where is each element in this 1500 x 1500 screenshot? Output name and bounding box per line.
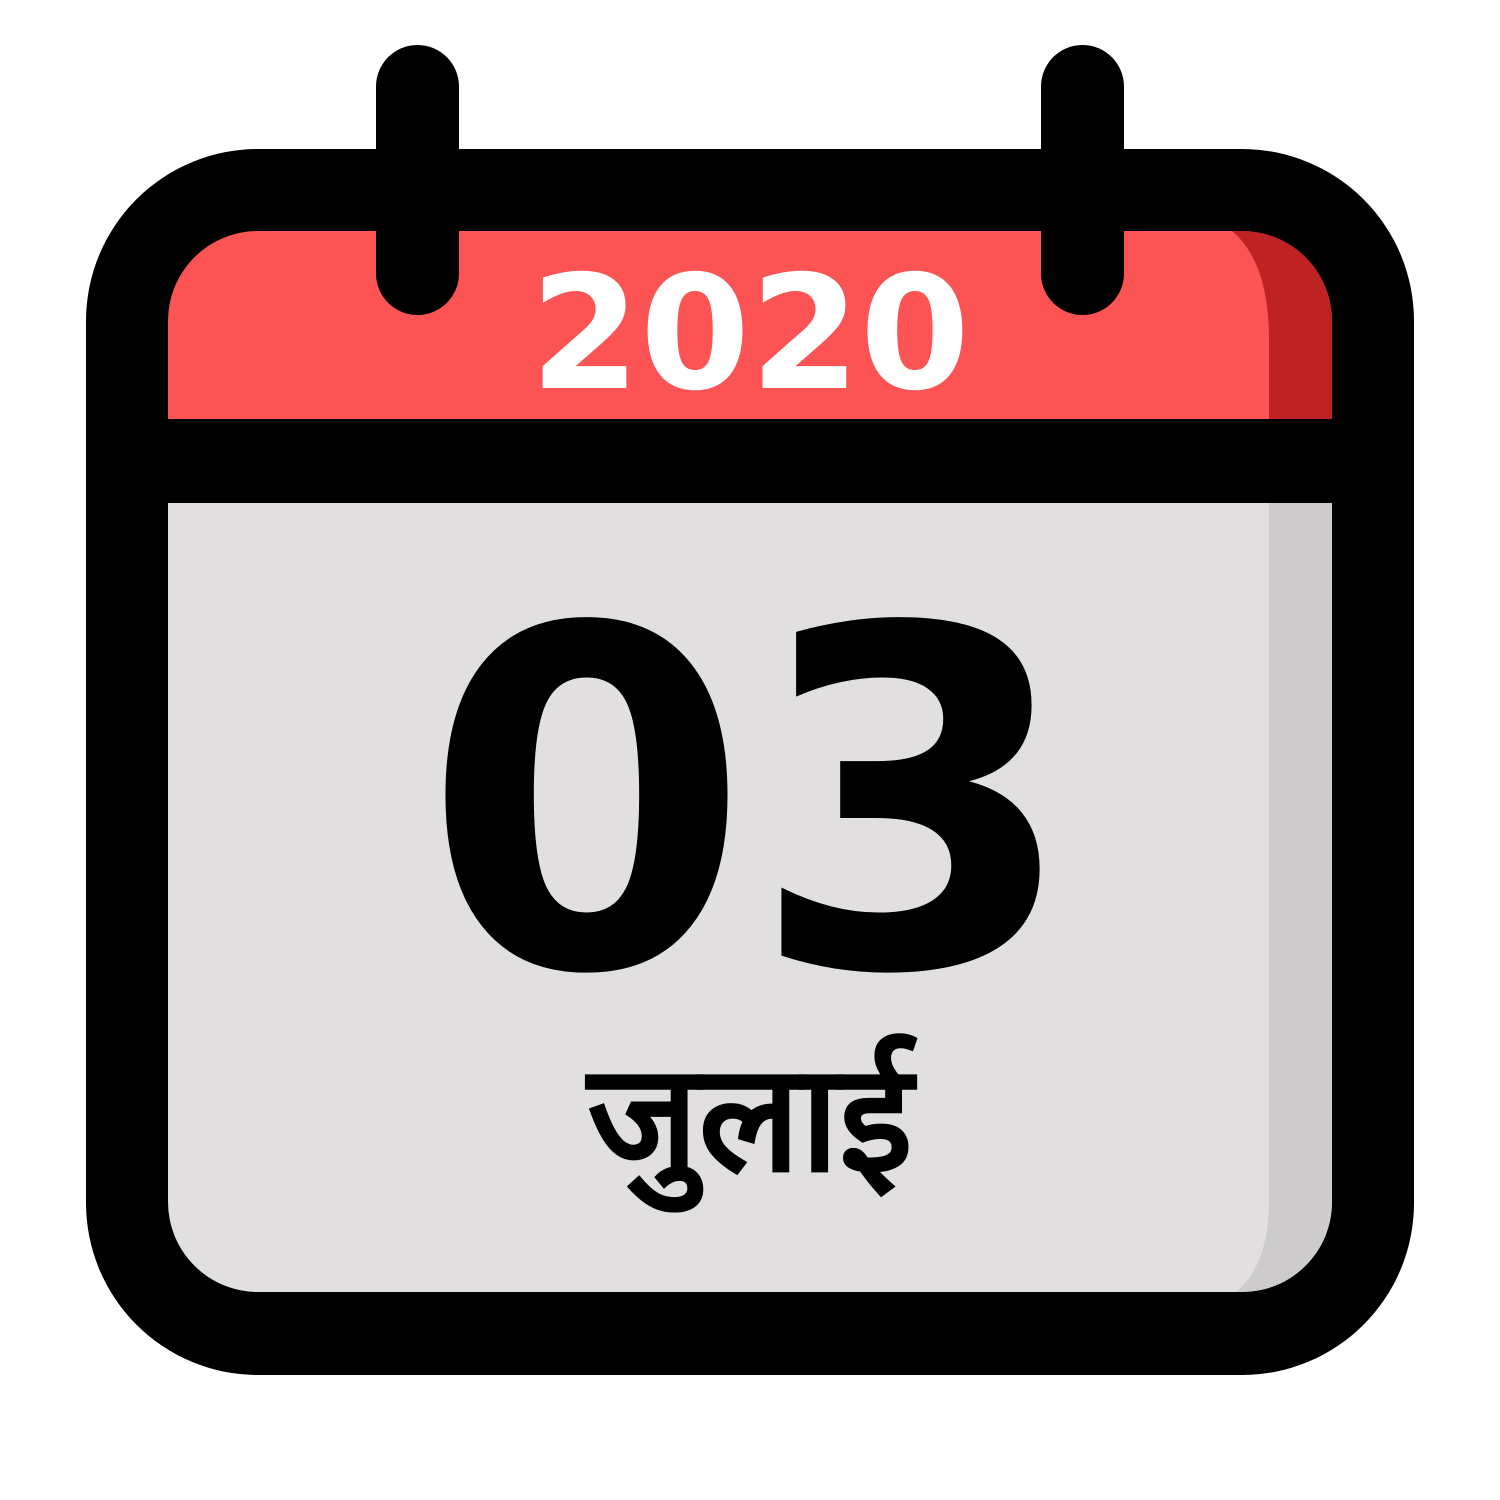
calendar-month: जुलाई [587, 1032, 913, 1206]
calendar-day: 03 [422, 530, 1078, 1077]
calendar-divider [168, 419, 1332, 503]
calendar-year: 2020 [530, 242, 970, 426]
binder-ring-icon [376, 45, 459, 315]
binder-ring-icon [1041, 45, 1124, 315]
